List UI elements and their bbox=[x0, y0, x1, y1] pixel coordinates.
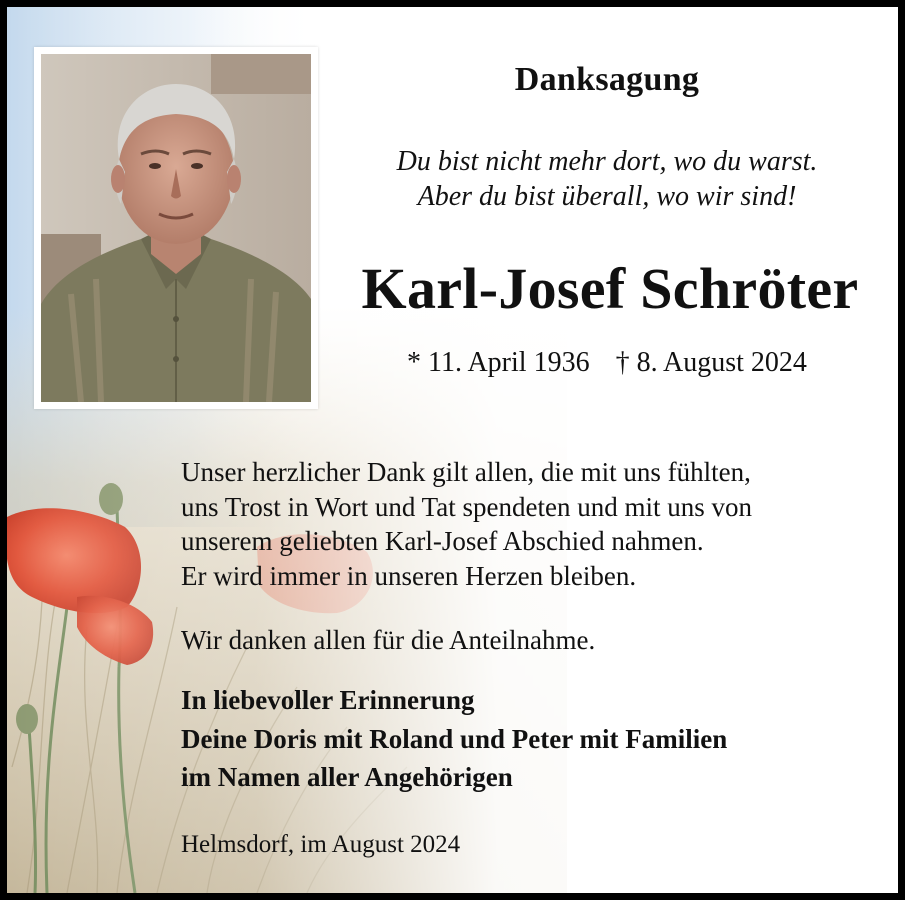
portrait-photo bbox=[41, 54, 311, 402]
verse-line: Aber du bist überall, wo wir sind! bbox=[417, 181, 797, 212]
place-and-date: Helmsdorf, im August 2024 bbox=[181, 831, 461, 858]
life-dates bbox=[327, 347, 887, 379]
message-line: uns Trost in Wort und Tat spendeten und mit uns von bbox=[181, 491, 752, 522]
verse-line: Du bist nicht mehr dort, wo du warst. bbox=[396, 146, 818, 177]
signoff-line: im Namen aller Angehörigen bbox=[181, 762, 513, 792]
memorial-verse bbox=[327, 144, 887, 214]
birth-date: * 11. April 1936 bbox=[407, 347, 590, 378]
portrait-frame bbox=[34, 47, 318, 409]
signoff-line: Deine Doris mit Roland und Peter mit Familien bbox=[181, 723, 728, 754]
thanks-line: Wir danken allen für die Anteilnahme. bbox=[181, 625, 596, 655]
thank-you-message bbox=[181, 455, 891, 593]
heading-danksagung: Danksagung bbox=[514, 61, 700, 98]
family-signoff bbox=[181, 681, 727, 797]
death-date: † 8. August 2024 bbox=[615, 347, 807, 378]
signoff-line: In liebevoller Erinnerung bbox=[181, 685, 475, 715]
message-line: Unser herzlicher Dank gilt allen, die mit uns fühlten, bbox=[181, 457, 751, 487]
deceased-name: Karl-Josef Schröter bbox=[361, 256, 859, 321]
message-line: unserem geliebten Karl-Josef Abschied nahmen. bbox=[181, 526, 704, 556]
message-line: Er wird immer in unseren Herzen bleiben. bbox=[181, 560, 637, 591]
